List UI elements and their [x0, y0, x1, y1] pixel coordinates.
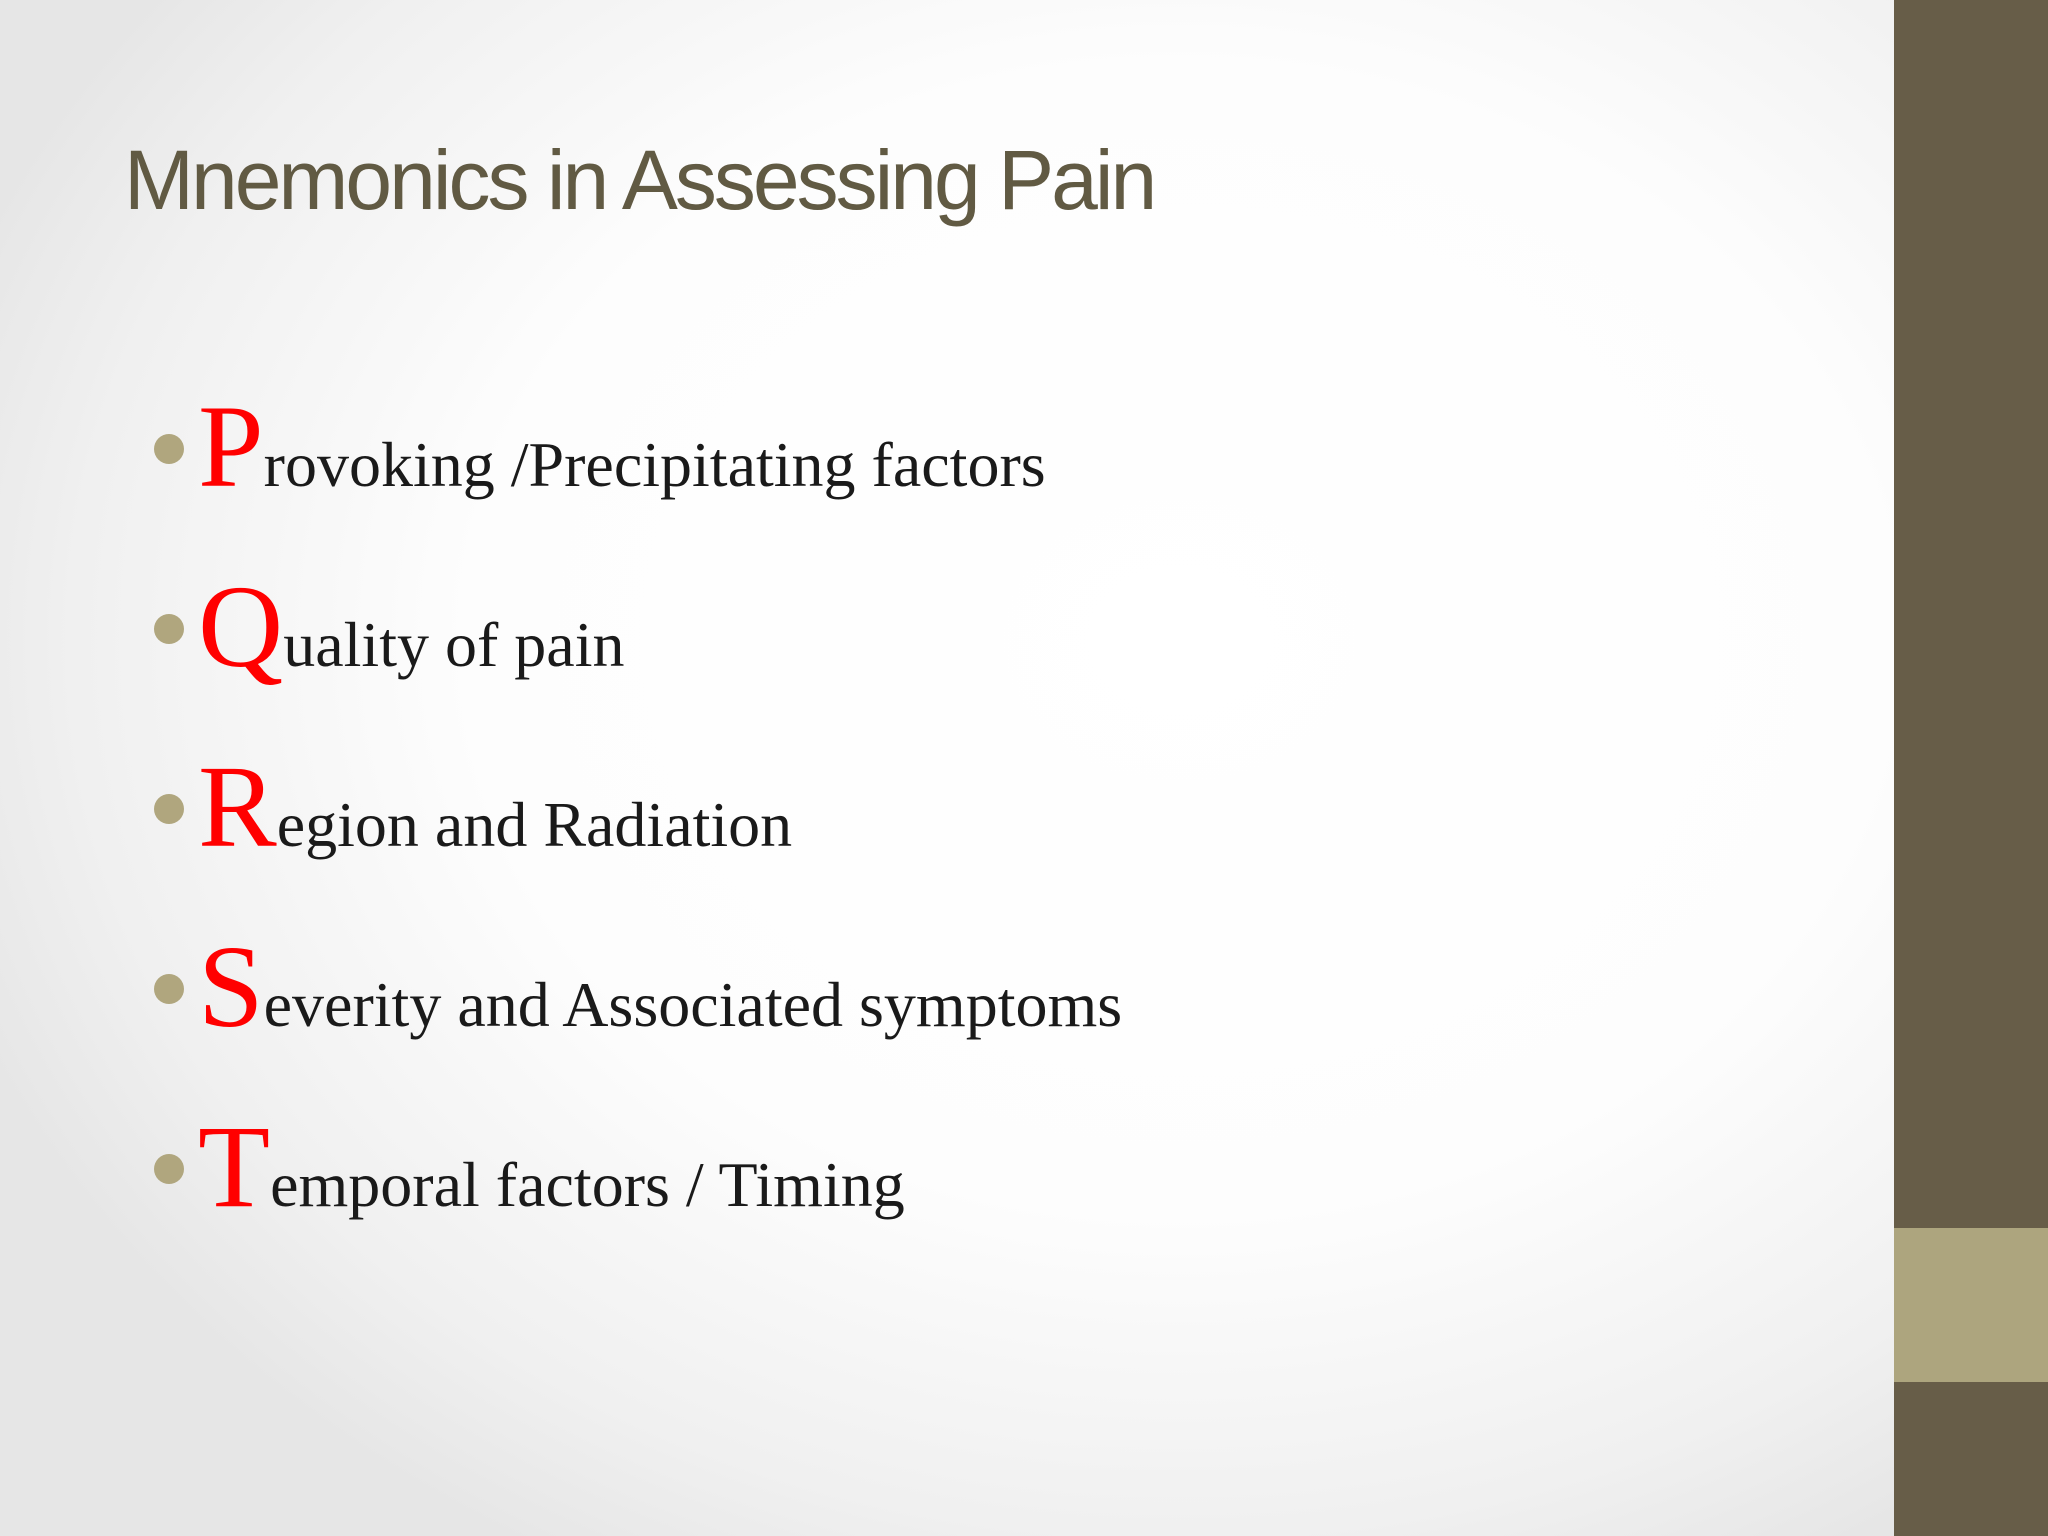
- mnemonic-remainder: everity and Associated symptoms: [263, 969, 1123, 1040]
- bullet-dot-icon: [154, 614, 184, 644]
- side-bar-dark-block: [1894, 0, 2048, 1228]
- mnemonic-initial: T: [198, 1101, 271, 1232]
- mnemonic-remainder: rovoking /Precipitating factors: [263, 429, 1046, 500]
- slide-title: Mnemonics in Assessing Pain: [124, 133, 1155, 227]
- bullet-dot-icon: [154, 794, 184, 824]
- mnemonic-initial: Q: [198, 561, 284, 692]
- mnemonic-initial: S: [198, 921, 264, 1052]
- bullet-text: [198, 561, 625, 692]
- bullet-text: [198, 921, 1123, 1052]
- bullet-dot-icon: [154, 434, 184, 464]
- mnemonic-remainder: egion and Radiation: [276, 789, 793, 860]
- bullet-text: [198, 381, 1046, 512]
- bullet-text: [198, 741, 793, 872]
- bullet-text: [198, 1101, 905, 1232]
- side-accent-bar: [1894, 0, 2048, 1536]
- side-bar-light-block: [1894, 1228, 2048, 1382]
- mnemonic-initial: R: [198, 741, 277, 872]
- mnemonic-remainder: emporal factors / Timing: [270, 1149, 905, 1220]
- side-bar-dark-block-bottom: [1894, 1382, 2048, 1536]
- mnemonic-remainder: uality of pain: [283, 609, 625, 680]
- bullet-dot-icon: [154, 1154, 184, 1184]
- mnemonic-initial: P: [198, 381, 264, 512]
- bullet-dot-icon: [154, 974, 184, 1004]
